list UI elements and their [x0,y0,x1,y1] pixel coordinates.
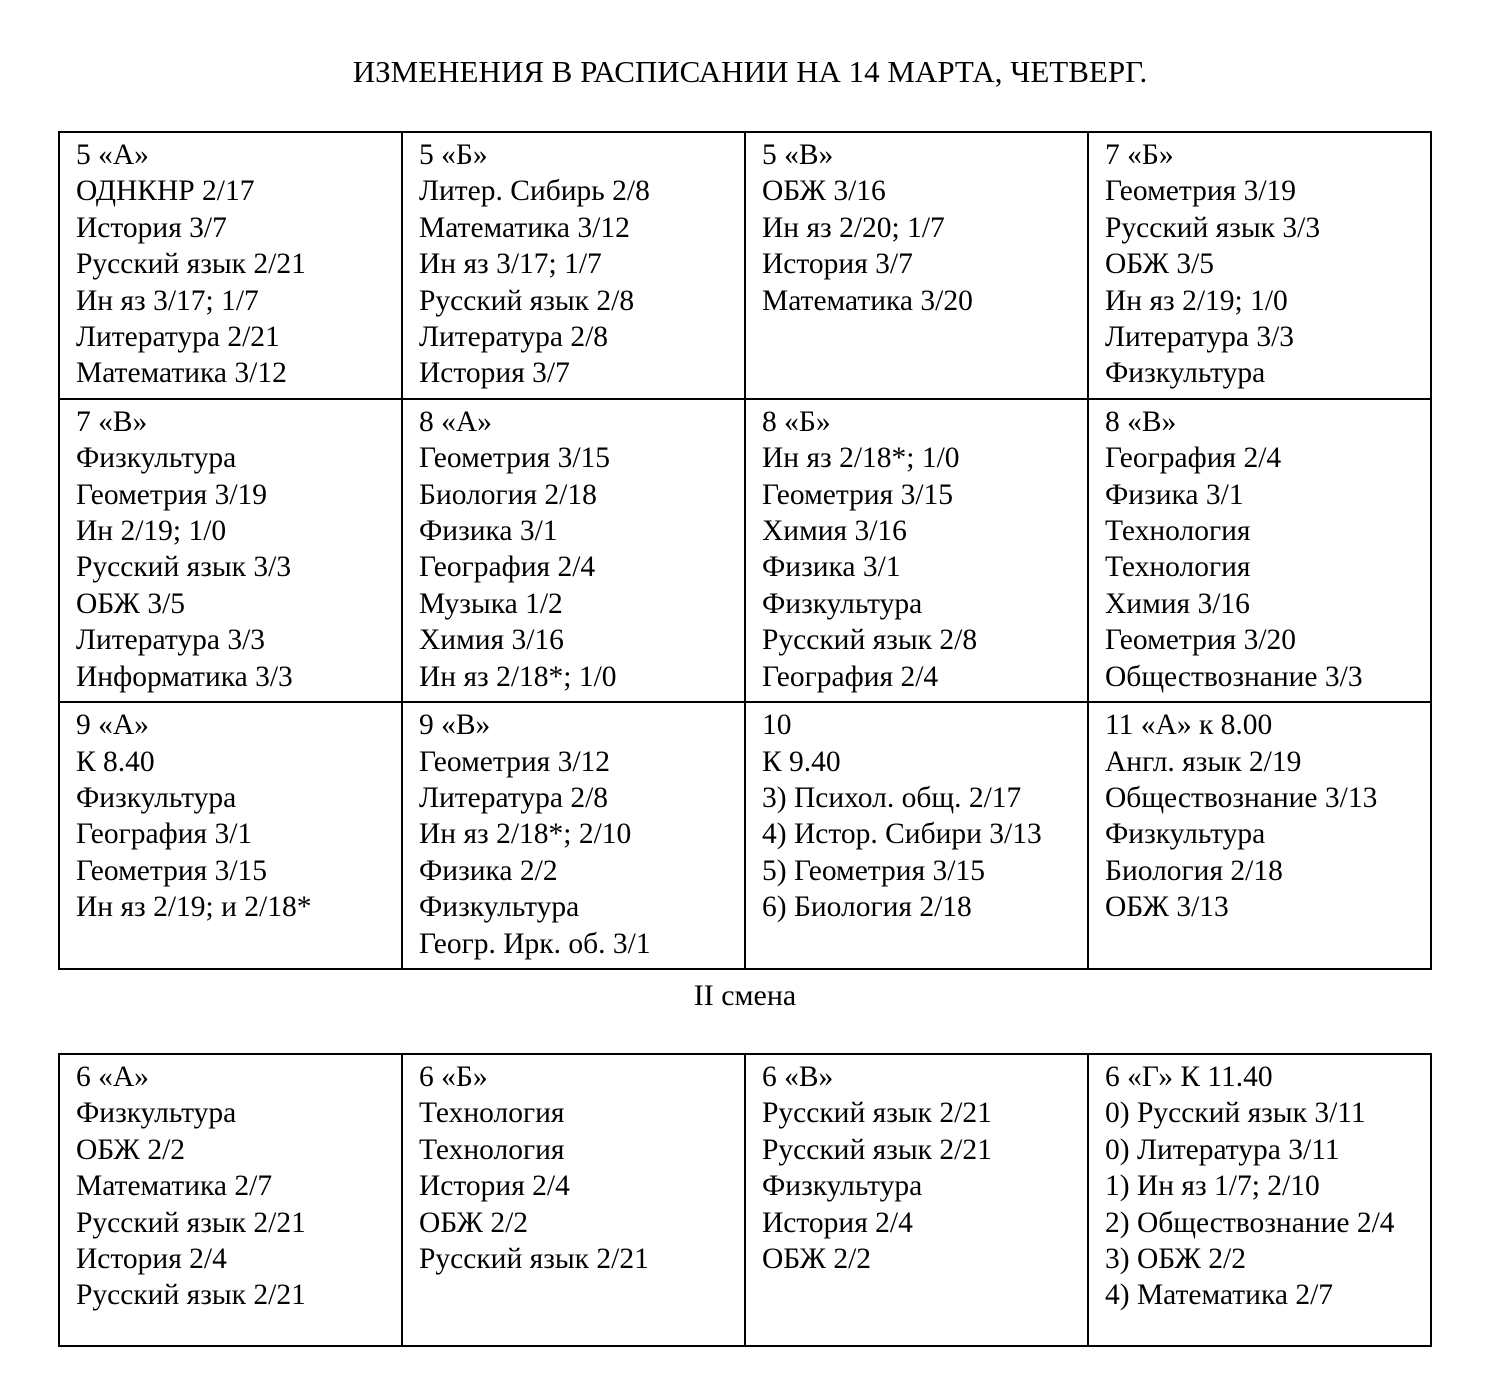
lesson-entry: Русский язык 2/21 [76,1279,306,1312]
lesson-entry: Англ. язык 2/19 [1105,745,1302,778]
lesson-entry: Информатика 3/3 [76,660,293,693]
lesson-entry: Русский язык 2/21 [419,1243,649,1276]
class-name: 5 «В» [762,139,834,171]
lesson-entry: География 3/1 [76,818,253,851]
lesson-entry: Ин яз 2/19; 1/0 [1105,284,1288,317]
lesson-entry: Физика 3/1 [762,551,901,584]
lesson-entry: К 9.40 [762,745,841,778]
class-cell [59,702,402,969]
lesson-entry: 5) Геометрия 3/15 [762,854,985,887]
first-shift-table [58,131,1432,970]
class-name: 5 «А» [76,139,149,171]
lesson-entry: Биология 2/18 [419,478,597,511]
lesson-entry: История 3/7 [76,211,227,244]
class-cell [1088,399,1431,702]
lesson-entry: Литература 2/8 [419,781,609,814]
lesson-entry: К 8.40 [76,745,155,778]
lesson-entry: Физкультура [76,442,237,475]
class-cell [59,399,402,702]
lesson-entry: Литература 3/3 [1105,321,1295,354]
class-cell [745,702,1088,969]
lesson-entry: Технология [1105,551,1251,584]
class-name: 8 «Б» [762,405,831,438]
lesson-entry: История 2/4 [762,1206,913,1239]
table-row [59,132,1431,399]
lesson-entry: Ин яз 2/19; и 2/18* [76,891,312,924]
lesson-entry: Физика 3/1 [419,515,558,548]
lesson-entry: 1) Ин яз 1/7; 2/10 [1105,1170,1320,1203]
lesson-entry: Русский язык 3/3 [76,551,292,584]
lesson-entry: Химия 3/16 [762,515,907,548]
class-name: 6 «Б» [419,1061,488,1093]
table-row [59,702,1431,969]
class-name: 5 «Б» [419,139,488,171]
lesson-entry: География 2/4 [419,551,596,584]
lesson-entry: Литература 2/21 [76,321,280,354]
lesson-entry: География 2/4 [1105,442,1282,475]
lesson-entry: История 2/4 [76,1243,227,1276]
lesson-entry: География 2/4 [762,660,939,693]
lesson-entry: Физкультура [762,1170,923,1203]
class-cell [1088,702,1431,969]
class-name: 10 [762,709,792,742]
class-name: 8 «В» [1105,405,1177,438]
lesson-entry: Русский язык 2/21 [76,1206,306,1239]
lesson-entry: 2) Обществознание 2/4 [1105,1206,1395,1239]
lesson-entry: Технология [419,1133,565,1166]
lesson-entry: Биология 2/18 [1105,854,1283,887]
class-name: 6 «В» [762,1061,834,1093]
lesson-entry: 3) Психол. общ. 2/17 [762,781,1022,814]
lesson-entry: Обществознание 3/13 [1105,781,1378,814]
class-name: 11 «А» к 8.00 [1105,709,1273,742]
lesson-entry: Геометрия 3/20 [1105,624,1297,657]
class-cell [745,1054,1088,1346]
lesson-entry: Химия 3/16 [419,624,564,657]
lesson-entry: ОБЖ 2/2 [762,1243,872,1276]
class-name: 7 «В» [76,405,148,438]
second-shift-heading: II смена [693,979,797,1012]
class-name: 7 «Б» [1105,139,1174,171]
lesson-entry: Ин 2/19; 1/0 [76,515,227,548]
class-name: 9 «А» [76,709,149,742]
lesson-entry: Физкультура [76,781,237,814]
class-cell [59,1054,402,1346]
lesson-entry: История 3/7 [419,357,570,390]
lesson-entry: ОБЖ 2/2 [419,1206,529,1239]
lesson-entry: 6) Биология 2/18 [762,891,972,924]
class-cell [402,132,745,399]
lesson-entry: Русский язык 2/21 [76,248,306,281]
lesson-entry: Физкультура [419,891,580,924]
lesson-entry: Русский язык 2/21 [762,1133,992,1166]
lesson-entry: Технология [419,1097,565,1130]
second-shift-table [58,1053,1432,1347]
lesson-entry: Русский язык 2/8 [419,284,635,317]
lesson-entry: 3) ОБЖ 2/2 [1105,1243,1246,1276]
class-cell [1088,1054,1431,1346]
lesson-entry: Геометрия 3/19 [76,478,268,511]
lesson-entry: Ин яз 3/17; 1/7 [419,248,602,281]
lesson-entry: 4) Истор. Сибири 3/13 [762,818,1042,851]
lesson-entry: Физкультура [1105,818,1266,851]
lesson-entry: Геометрия 3/19 [1105,175,1297,208]
lesson-entry: ОБЖ 2/2 [76,1133,186,1166]
lesson-entry: Обществознание 3/3 [1105,660,1363,693]
lesson-entry: ОБЖ 3/5 [76,587,186,620]
lesson-entry: Музыка 1/2 [419,587,563,620]
lesson-entry: Физкультура [1105,357,1266,390]
class-cell [402,399,745,702]
lesson-entry: История 3/7 [762,248,913,281]
table-row [59,1054,1431,1346]
lesson-entry: Русский язык 2/8 [762,624,978,657]
lesson-entry: Литература 3/3 [76,624,266,657]
table-row [59,399,1431,702]
class-cell [402,702,745,969]
class-cell [1088,132,1431,399]
lesson-entry: Физкультура [762,587,923,620]
class-name: 6 «Г» К 11.40 [1105,1061,1273,1093]
lesson-entry: Математика 3/12 [419,211,630,244]
lesson-entry: Технология [1105,515,1251,548]
class-name: 9 «В» [419,709,491,742]
lesson-entry: Геогр. Ирк. об. 3/1 [419,927,651,960]
lesson-entry: Литература 2/8 [419,321,609,354]
lesson-entry: Ин яз 2/18*; 1/0 [419,660,617,693]
lesson-entry: Математика 2/7 [76,1170,273,1203]
lesson-entry: Физкультура [76,1097,237,1130]
lesson-entry: 4) Математика 2/7 [1105,1279,1334,1312]
lesson-entry: Ин яз 2/18*; 2/10 [419,818,632,851]
lesson-entry: Физика 2/2 [419,854,558,887]
lesson-entry: ОБЖ 3/13 [1105,891,1229,924]
lesson-entry: ОДНКНР 2/17 [76,175,255,208]
lesson-entry: Математика 3/20 [762,284,973,317]
lesson-entry: Математика 3/12 [76,357,287,390]
lesson-entry: ОБЖ 3/16 [762,175,886,208]
lesson-entry: Ин яз 2/20; 1/7 [762,211,945,244]
lesson-entry: Ин яз 2/18*; 1/0 [762,442,960,475]
lesson-entry: 0) Русский язык 3/11 [1105,1097,1366,1130]
lesson-entry: Русский язык 2/21 [762,1097,992,1130]
lesson-entry: 0) Литература 3/11 [1105,1133,1340,1166]
lesson-entry: Геометрия 3/12 [419,745,611,778]
lesson-entry: Геометрия 3/15 [76,854,268,887]
lesson-entry: ОБЖ 3/5 [1105,248,1215,281]
lesson-entry: Ин яз 3/17; 1/7 [76,284,259,317]
page-title: ИЗМЕНЕНИЯ В РАСПИСАНИИ НА 14 МАРТА, ЧЕТВЕРГ. [352,54,1148,89]
lesson-entry: Химия 3/16 [1105,587,1250,620]
lesson-entry: Геометрия 3/15 [762,478,954,511]
class-cell [59,132,402,399]
class-name: 8 «А» [419,405,492,438]
class-cell [745,399,1088,702]
class-name: 6 «А» [76,1061,149,1093]
lesson-entry: История 2/4 [419,1170,570,1203]
lesson-entry: Физика 3/1 [1105,478,1244,511]
class-cell [402,1054,745,1346]
class-cell [745,132,1088,399]
lesson-entry: Русский язык 3/3 [1105,211,1321,244]
lesson-entry: Геометрия 3/15 [419,442,611,475]
lesson-entry: Литер. Сибирь 2/8 [419,175,650,208]
